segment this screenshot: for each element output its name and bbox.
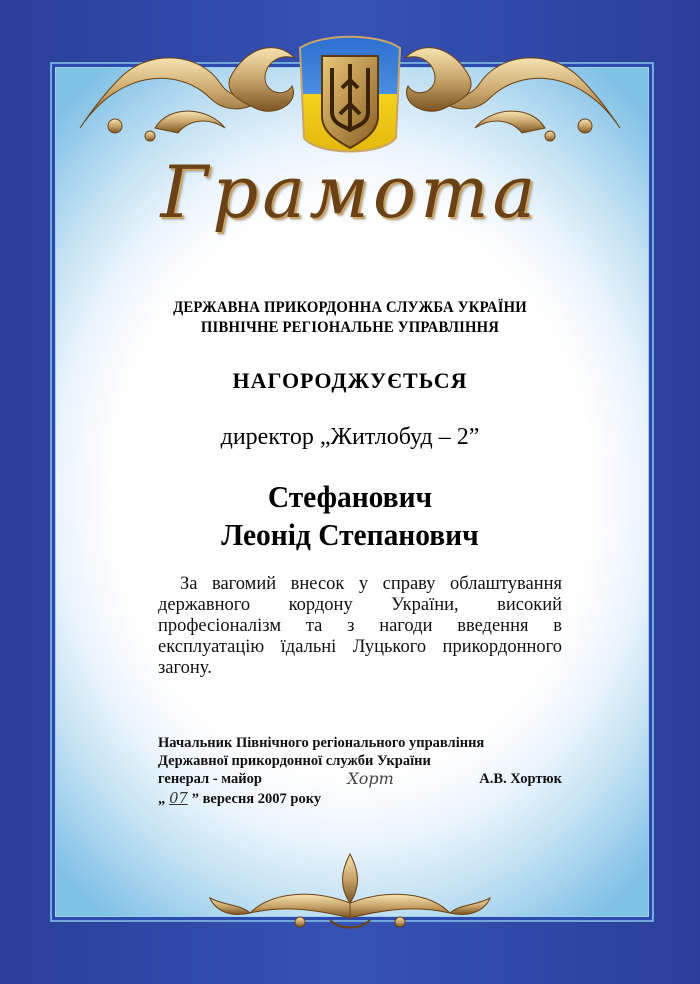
award-reason: За вагомий внесок у справу облаштування державного кордону України, високий професіоналізм та з нагоди введення в експлуатацію їдальні Луцького прикордонного загону. <box>158 574 562 678</box>
organization-line-2: ПІВНІЧНЕ РЕГІОНАЛЬНЕ УПРАВЛІННЯ <box>200 319 500 336</box>
signatory-name: А.В. Хортюк <box>479 771 562 787</box>
signature-row <box>158 770 562 788</box>
signature-rank: генерал - майор <box>158 771 262 787</box>
recipient-position: директор „Житлобуд – 2” <box>220 424 480 450</box>
handwritten-signature-icon: Хорт <box>347 769 394 788</box>
recipient-given-names: Леонід Степанович <box>221 517 479 552</box>
signature-block <box>158 734 562 788</box>
coat-of-arms-trident-icon <box>292 28 408 168</box>
recipient-surname: Стефанович <box>267 479 433 514</box>
issue-date <box>158 791 321 808</box>
organization-heading <box>28 298 672 338</box>
certificate-title: Грамота <box>160 150 540 234</box>
recipient-name <box>18 478 683 554</box>
bottom-ornament-icon <box>190 848 510 938</box>
date-day: 07 <box>169 791 188 807</box>
signature-title-line-2: Державної прикордонної служби України <box>158 753 431 769</box>
awarded-heading: НАГОРОДЖУЄТЬСЯ <box>232 368 468 393</box>
signature-title-line-1: Начальник Північного регіонального управління <box>158 735 485 751</box>
date-open-quote: „ <box>158 791 166 807</box>
date-month-year: ” вересня 2007 року <box>191 791 322 807</box>
organization-line-1: ДЕРЖАВНА ПРИКОРДОННА СЛУЖБА УКРАЇНИ <box>173 299 527 316</box>
